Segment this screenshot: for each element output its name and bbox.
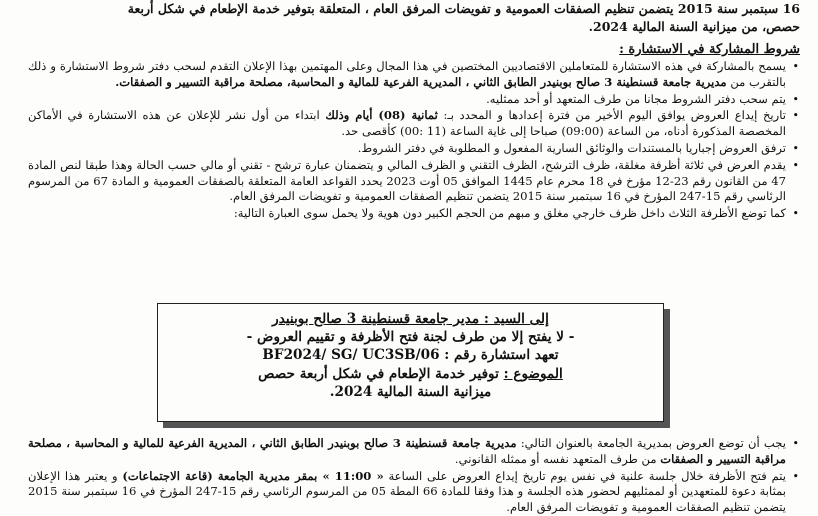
item-bold-text: مديرية جامعة قسنطينة 3 صالح بوبنيدر الطابق الثاني ، المديرية الفرعية للمالية و المحاسبة، مصلحة مراقبة التسيير و الصفقات.	[115, 74, 727, 89]
list-item	[28, 469, 800, 516]
item-bold-text: ثمانية (08) أيام وذلك	[325, 108, 438, 123]
item-text: تاريخ إيداع العروض يوافق اليوم الأخير من فترة إعدادها و المحدد بـ:	[443, 108, 787, 123]
envelope-subject-label: الموضوع :	[503, 365, 563, 382]
intro-bold-text: المتعلقة بتوفير خدمة الإطعام في شكل أربعة	[127, 1, 361, 16]
intro-text: 16 سبتمبر سنة 2015 يتضمن تنظيم الصفقات العمومية و تفويضات المرفق العام ،	[364, 1, 800, 16]
intro-paragraph	[22, 0, 800, 36]
list-item	[28, 436, 800, 468]
item-text: يسمح بالمشاركة في هذه الاستشارة للمتعاملين الاقتصاديين المختصين في هذا المجال وعلى المهتمين بهذا الإعلان التقدم لسحب دفتر شروط الاستشارة و ذلك بالتقرب من	[28, 59, 786, 89]
list-item	[28, 206, 800, 222]
item-bold-text: مديرية جامعة قسنطينة 3 صالح بوبنيدر الطابق الثاني ، المديرية الفرعية للمالية و المحاسبة ، مصلحة مراقبة التسيير و الصفقات	[28, 436, 786, 466]
conditions-list	[28, 59, 800, 223]
envelope-reference-number: BF2024/ SG/ UC3SB/06	[262, 347, 440, 364]
item-text: يجب أن توضع العروض بمديرية الجامعة بالعنوان التالي:	[520, 436, 787, 450]
item-text: يتم فتح الأظرفة خلال جلسة علنية في نفس يوم تاريخ إيداع العروض على الساعة	[388, 468, 787, 483]
envelope-reference-label: تعهد استشارة رقم :	[444, 347, 559, 364]
item-text: يتم سحب دفتر الشروط مجانا من طرف المتعهد أو أحد ممثليه.	[486, 91, 786, 106]
item-bold-text: « 11:00 » بمقر مديرية الجامعة (قاعة الاجتماعات)	[122, 468, 384, 483]
envelope-label-box	[157, 303, 664, 422]
section-title: شروط المشاركة في الاستشارة :	[619, 42, 800, 57]
intro-bold-text-2: حصص، من ميزانية السنة المالية 2024.	[588, 19, 800, 34]
list-item	[28, 108, 800, 140]
envelope-notice: - لا يفتح إلا من طرف لجنة فتح الأظرفة و تقييم العروض -	[246, 329, 575, 346]
list-item	[28, 92, 800, 108]
envelope-addressee-text: إلى السيد : مدير جامعة قسنطينة 3 صالح بوبنيدر	[272, 311, 549, 327]
item-text: كما توضع الأظرفة الثلاث داخل ظرف خارجي مغلق و مبهم من الحجم الكبير دون هوية ولا يحمل سوى العبارة التالية:	[233, 206, 786, 221]
item-text: ترفق العروض إجباريا بالمستندات والوثائق السارية المفعول و المطلوبة في دفتر الشروط.	[357, 140, 786, 155]
envelope-budget: ميزانية السنة المالية 2024.	[329, 383, 492, 400]
envelope-subject-text: توفير خدمة الإطعام في شكل أربعة حصص	[258, 365, 499, 382]
envelope-reference	[158, 346, 663, 364]
submission-list	[28, 436, 800, 516]
item-text: و يعتبر هذا الإعلان بمثابة دعوة للمتعهدين أو لممثليهم لحضور هذه الجلسة و هذا وفقا للمادة 66 المطة 05 من المرسوم الرئاسي رقم 15-247 المؤرخ في 16 سبتمبر سنة 2015 يتضمن تنظيم الصفقات العمومية و تفويضات المرفق العام.	[28, 468, 786, 515]
list-item	[28, 59, 800, 91]
list-item	[28, 158, 800, 205]
list-item	[28, 141, 800, 157]
envelope-subject	[158, 365, 663, 383]
item-text: ابتداء من أول نشر للإعلان عن هذه الاستشارة في الأماكن المخصصة المذكورة أدناه، من الساعة (09:00) صباحا إلى غاية الساعة (11 :00) كأقصى حد.	[28, 108, 786, 139]
item-text: يقدم العرض في ثلاثة أظرفة مغلقة، ظرف الترشح، الظرف التقني و الظرف المالي و يتضمنان عبارة ترشح - تقني أو مالي حسب الحالة وهذا طبقا لنص المادة 47 من القانون رقم 23-12 مؤرخ في 18 محرم عام 1445 الموافق 05 أوت 2023 يحدد القواعد العامة المتعلقة بالصفقات العمومية و المادة 67 من المرسوم الرئاسي رقم 15-247 المؤرخ في 16 سبتمبر سنة 2015 يتضمن تنظيم الصفقات العمومية و تفويضات المرفق العام.	[28, 157, 787, 204]
envelope-addressee	[158, 310, 663, 328]
item-text: من طرف المتعهد نفسه أو ممثله القانوني.	[454, 451, 657, 466]
